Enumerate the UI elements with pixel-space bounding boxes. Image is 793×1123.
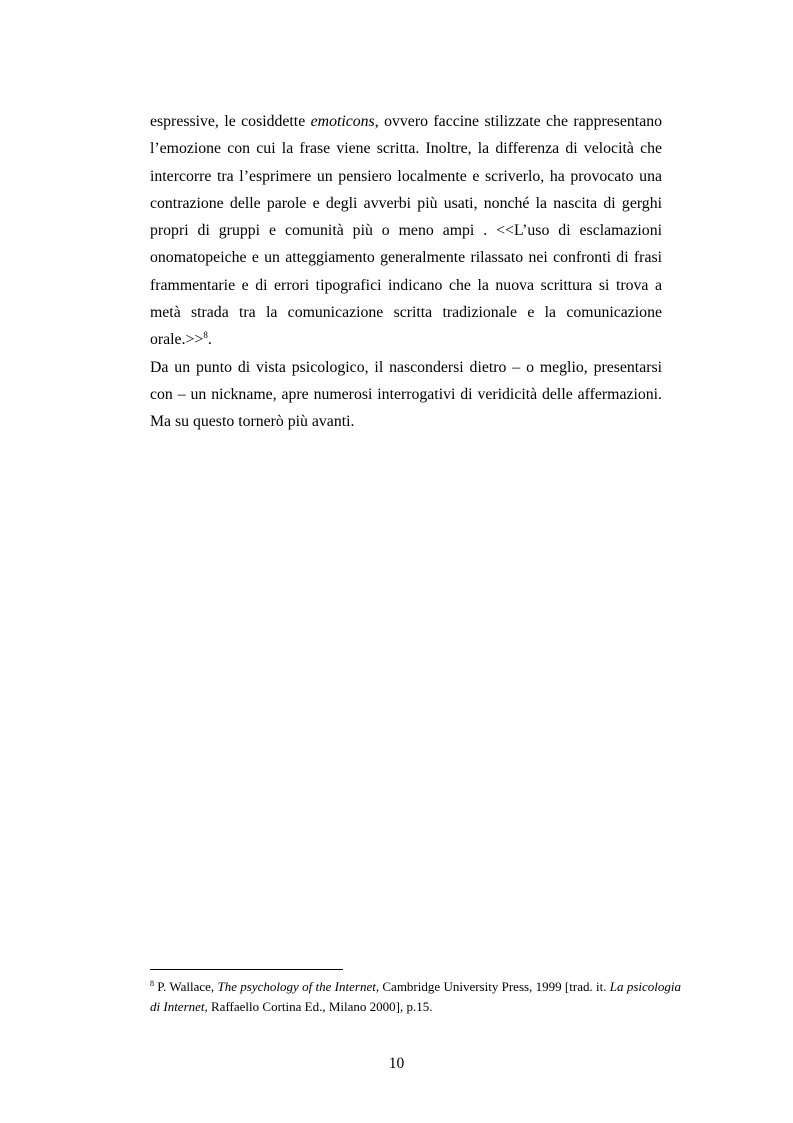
paragraph-2: Da un punto di vista psicologico, il nascondersi dietro – o meglio, presentarsi con – un nickname, apre numerosi interrogativi di veridicità delle affermazioni. Ma su questo tornerò più avanti. (150, 358, 662, 431)
page-number: 10 (388, 1055, 405, 1072)
footnote-title: The psychology of the Internet, (217, 979, 380, 994)
footnote (150, 977, 681, 1016)
footnote-reference[interactable]: 8 (203, 330, 208, 341)
footnote-rest: Raffaello Cortina Ed., Milano 2000], p.15. (207, 998, 433, 1014)
footnote-author: P. Wallace, (154, 979, 218, 994)
text-run: . (207, 331, 212, 349)
text-run: , ovvero faccine stilizzate che rappresentano l’emozione con cui la frase viene scritta. Inoltre, la differenza di velocità che intercorre tra l’esprimere un pensiero localmente e scriverlo, ha provocato una contrazione delle parole e degli avverbi più usati, nonché la nascita di gerghi propri di gruppi e comunità più o meno ampi . <<L’uso di esclamazioni onomatopeiche e un atteggiamento generalmente rilassato nei confronti di frasi frammentarie e di errori tipografici indicano che la nuova scrittura si trova a metà strada tra la comunicazione scritta tradizionale e la comunicazione orale.>> (150, 113, 662, 349)
footnote-italian-title: La psicologia di Internet, (150, 979, 681, 1014)
footnote-publisher: Cambridge University Press, 1999 [trad. it. (379, 979, 610, 994)
body-text (150, 108, 662, 436)
text-run: espressive, le cosiddette (150, 113, 311, 130)
paragraph-1 (150, 108, 662, 354)
footnote-number: 8 (150, 979, 154, 988)
footnote-separator (150, 969, 343, 970)
emphasis-emoticons: emoticons (310, 113, 375, 130)
